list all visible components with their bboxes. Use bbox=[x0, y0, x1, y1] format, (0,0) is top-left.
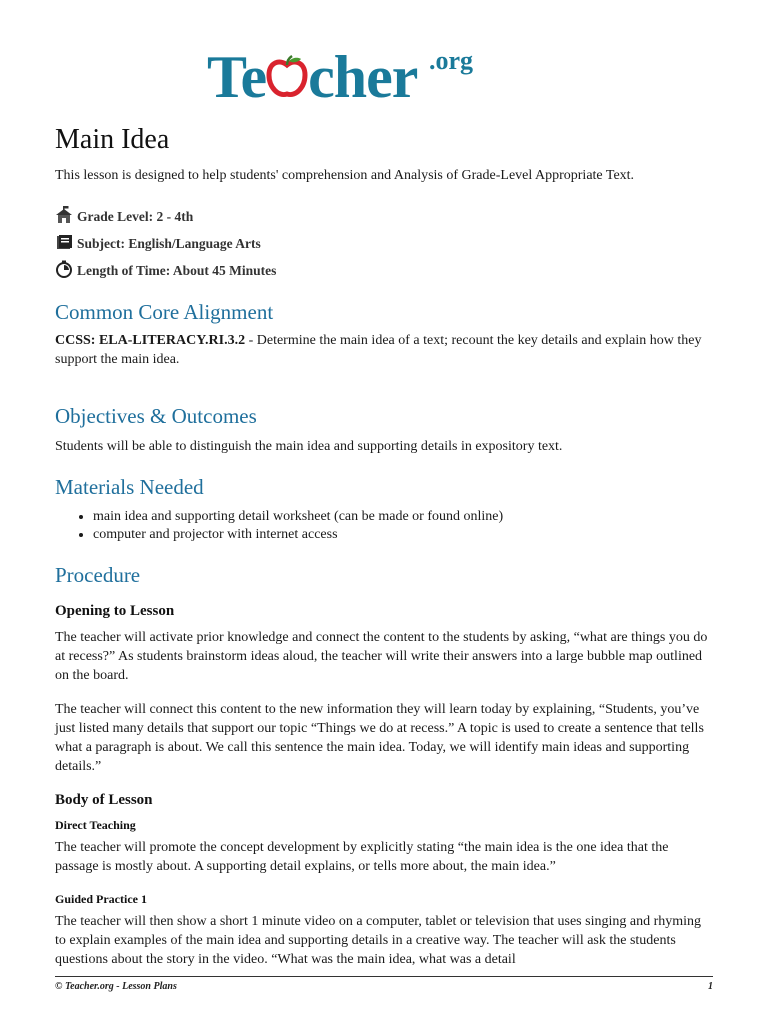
guided-practice-heading: Guided Practice 1 bbox=[55, 892, 147, 906]
book-icon bbox=[55, 233, 73, 251]
direct-teaching-heading: Direct Teaching bbox=[55, 818, 136, 832]
materials-list bbox=[75, 508, 503, 544]
body-heading: Body of Lesson bbox=[55, 792, 153, 808]
opening-heading: Opening to Lesson bbox=[55, 603, 175, 619]
logo-suffix: .org bbox=[429, 46, 474, 75]
clock-icon bbox=[55, 260, 73, 278]
materials-heading: Materials Needed bbox=[55, 475, 204, 499]
procedure-heading: Procedure bbox=[55, 563, 141, 587]
intro-text: This lesson is designed to help students' comprehension and Analysis of Grade-Level Appropriate Text. bbox=[55, 168, 635, 183]
list-item: • main idea and supporting detail worksheet (can be made or found online) bbox=[93, 508, 503, 526]
apple-icon bbox=[266, 44, 308, 84]
opening-paragraph-1: The teacher will activate prior knowledge and connect the content to the students by asking, “what are things you do at recess?” As students brainstorm ideas aloud, the teacher will write their answers into a large bubble map outlined on the board. bbox=[55, 630, 708, 683]
school-icon bbox=[55, 206, 73, 224]
objectives-text: Students will be able to distinguish the main idea and supporting details in expository text. bbox=[55, 439, 563, 454]
guided-practice-text: The teacher will then show a short 1 minute video on a computer, tablet or television that uses singing and rhyming to explain examples of the main idea and supporting details in a creative way. The teacher will ask the students questions about the story in the video. “What was the main idea, what was a detail bbox=[55, 914, 702, 967]
logo-word-left: Te bbox=[207, 44, 267, 110]
footer-copyright: © Teacher.org - Lesson Plans bbox=[55, 981, 177, 992]
ccss-code: CCSS: ELA-LITERACY.RI.3.2 bbox=[55, 333, 246, 348]
subject-text: Subject: English/Language Arts bbox=[77, 236, 261, 251]
list-item: • computer and projector with internet access bbox=[93, 526, 503, 544]
common-core-text bbox=[55, 331, 713, 369]
ccss-description: - Determine the main idea of a text; recount the key details and explain how they support the main idea. bbox=[55, 333, 702, 367]
page-number: 1 bbox=[708, 981, 713, 992]
logo-word-right: cher bbox=[308, 44, 418, 110]
objectives-heading: Objectives & Outcomes bbox=[55, 404, 257, 428]
page-title: Main Idea bbox=[55, 124, 170, 155]
common-core-heading: Common Core Alignment bbox=[55, 300, 274, 324]
opening-paragraph-2: The teacher will connect this content to the new information they will learn today by explaining, “Students, you’ve just listed many details that support our topic “Things we do at recess.” A topic is used to create a sentence that tells what a paragraph is about. We call this sentence the main idea. Today, we will identify main ideas and supporting details.” bbox=[55, 702, 704, 774]
logo-wordmark bbox=[207, 42, 417, 112]
grade-level-text: Grade Level: 2 - 4th bbox=[77, 209, 194, 224]
direct-teaching-text: The teacher will promote the concept development by explicitly stating “the main idea is the one idea that the passage is mostly about. A supporting detail explains, or tells more about, the main idea.” bbox=[55, 840, 669, 874]
length-text: Length of Time: About 45 Minutes bbox=[77, 263, 277, 278]
footer-divider bbox=[55, 976, 713, 977]
teacher-org-logo bbox=[207, 42, 474, 112]
